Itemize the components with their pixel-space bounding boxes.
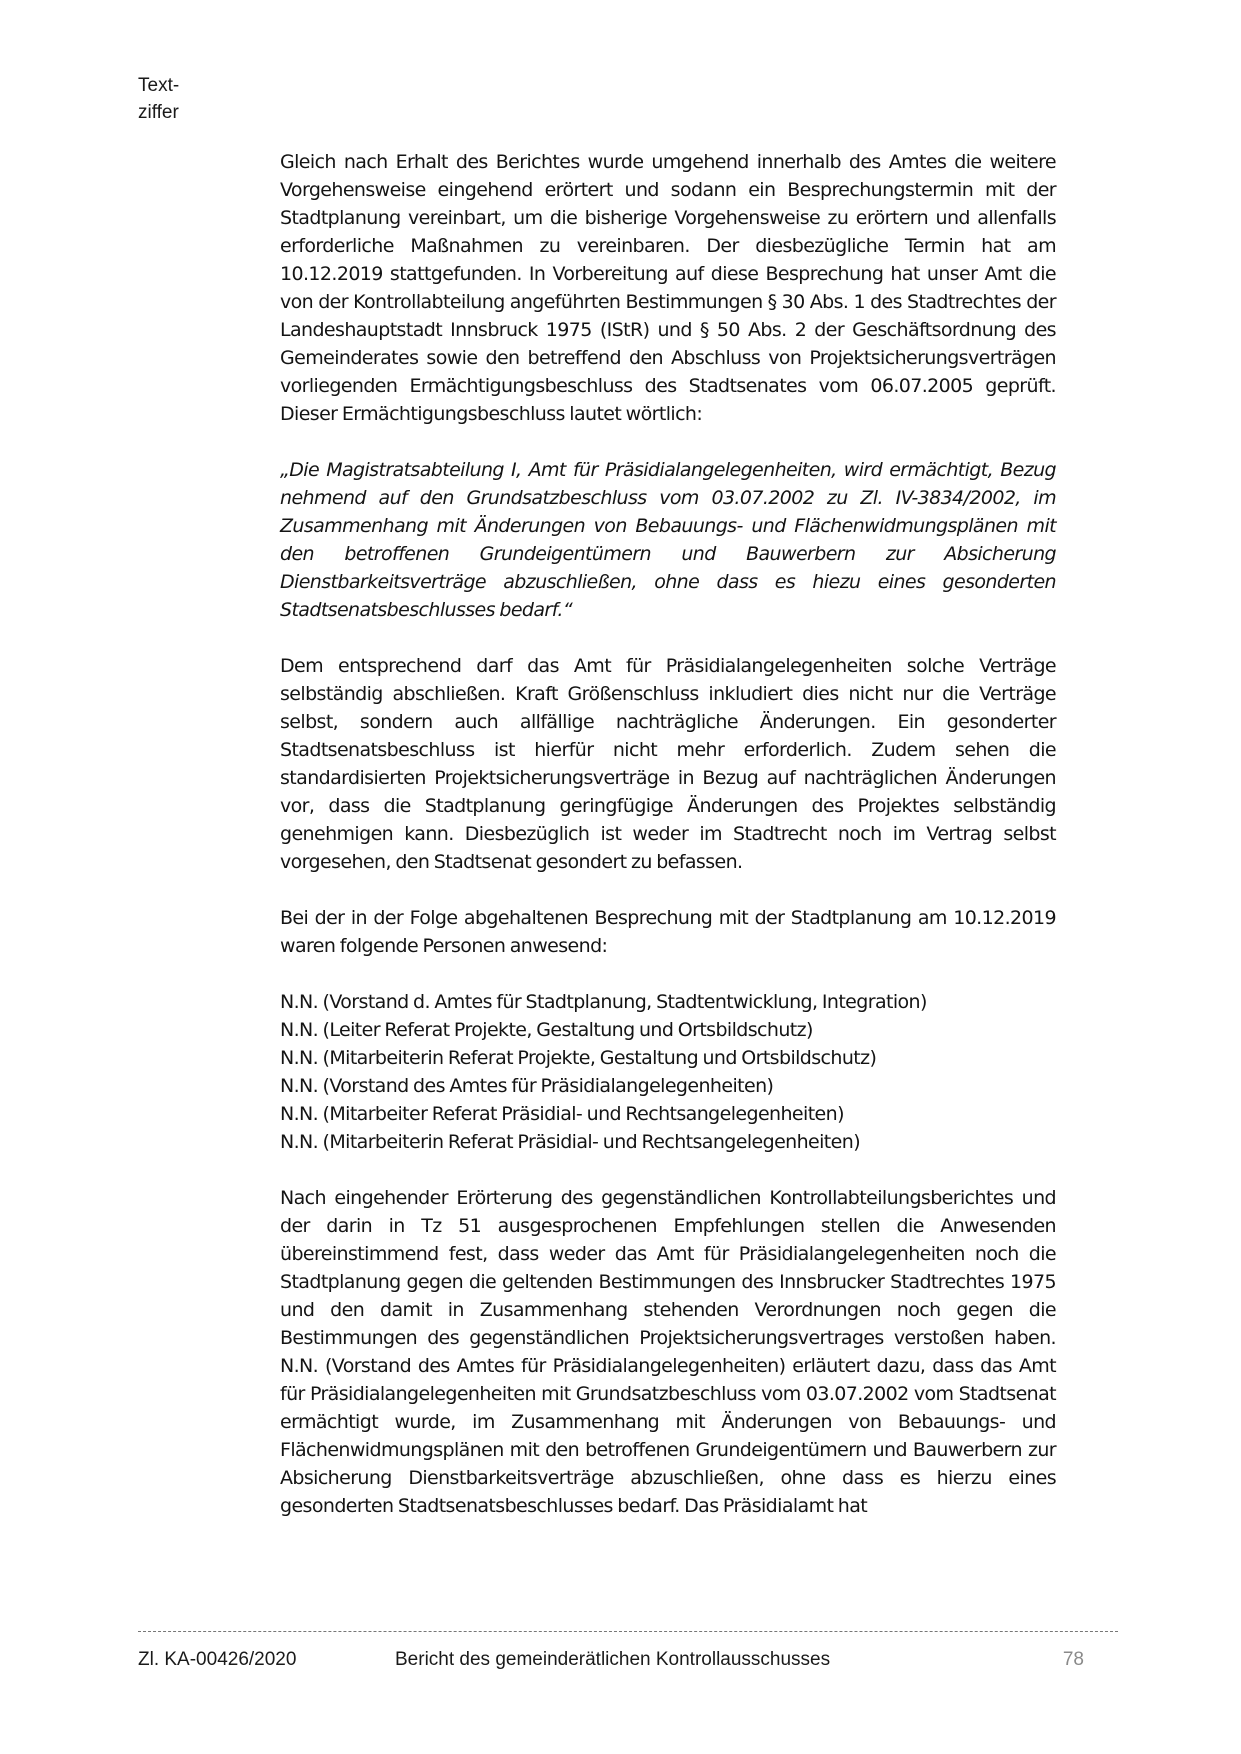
margin-label-line2: ziffer: [138, 102, 179, 123]
paragraph-meeting: Bei der in der Folge abgehaltenen Besprechung mit der Stadtplanung am 10.12.2019 waren folgende Personen anwesend:: [280, 907, 1056, 957]
footer-divider: [138, 1631, 1118, 1632]
paragraph-conclusion: Nach eingehender Erörterung des gegenständlichen Kontrollabteilungsberichtes und der darin in Tz 51 ausgesprochenen Empfehlungen stellen die Anwesenden übereinstimmend fest, dass weder das Amt für Präsidialangelegenheiten noch die Stadtplanung gegen die geltenden Bestimmungen des Innsbrucker Stadtrechtes 1975 und den damit in Zusammenhang stehenden Verordnungen noch gegen die Bestimmungen des gegenständlichen Projektsicherungsvertrages verstoßen haben. N.N. (Vorstand des Amtes für Präsidialangelegenheiten) erläutert dazu, dass das Amt für Präsidialangelegenheiten mit Grundsatzbeschluss vom 03.07.2002 vom Stadtsenat ermächtigt wurde, im Zusammenhang mit Änderungen von Bebauungs- und Flächenwidmungsplänen mit den betroffenen Grundeigentümern und Bauwerbern zur Absicherung Dienstbarkeitsverträge abzuschließen, ohne dass es hierzu eines gesonderten Stadtsenatsbeschlusses bedarf. Das Präsidialamt hat: [280, 1187, 1056, 1517]
margin-label-line1: Text-: [138, 75, 180, 96]
paragraph-authority: Dem entsprechend darf das Amt für Präsidialangelegenheiten solche Verträge selbständig abschließen. Kraft Größenschluss inkludiert dies nicht nur die Verträge selbst, sondern auch allfällige nachträgliche Änderungen. Ein gesonderter Stadtsenatsbeschluss ist hierfür nicht mehr erforderlich. Zudem sehen die standardisierten Projektsicherungsverträge in Bezug auf nachträglichen Änderungen vor, dass die Stadtplanung geringfügige Änderungen des Projektes selbständig genehmigen kann. Diesbezüglich ist weder im Stadtrecht noch im Vertrag selbst vorgesehen, den Stadtsenat gesondert zu befassen.: [280, 655, 1056, 873]
footer-title: Bericht des gemeinderätlichen Kontrollausschusses: [395, 1649, 831, 1670]
margin-label-textziffer: [138, 72, 179, 126]
attendee-item: N.N. (Vorstand des Amtes für Präsidialangelegenheiten): [280, 1075, 774, 1097]
quoted-resolution: „Die Magistratsabteilung I, Amt für Präsidialangelegenheiten, wird ermächtigt, Bezug nehmend auf den Grundsatzbeschluss vom 03.07.2002 zu Zl. IV-3834/2002, im Zusammenhang mit Änderungen von Bebauungs- und Flächenwidmungsplänen mit den betroffenen Grundeigentümern und Bauwerbern zur Absicherung Dienstbarkeitsverträge abzuschließen, ohne dass es hiezu eines gesonderten Stadtsenatsbeschlusses bedarf.“: [280, 459, 1056, 621]
paragraph-intro: Gleich nach Erhalt des Berichtes wurde umgehend innerhalb des Amtes die weitere Vorgehensweise eingehend erörtert und sodann ein Besprechungstermin mit der Stadtplanung vereinbart, um die bisherige Vorgehensweise zu erörtern und allenfalls erforderliche Maßnahmen zu vereinbaren. Der diesbezügliche Termin hat am 10.12.2019 stattgefunden. In Vorbereitung auf diese Besprechung hat unser Amt die von der Kontrollabteilung angeführten Bestimmungen § 30 Abs. 1 des Stadtrechtes der Landeshauptstadt Innsbruck 1975 (IStR) und § 50 Abs. 2 der Geschäftsordnung des Gemeinderates sowie den betreffend den Abschluss von Projektsicherungsverträgen vorliegenden Ermächtigungsbeschluss des Stadtsenates vom 06.07.2005 geprüft. Dieser Ermächtigungsbeschluss lautet wörtlich:: [280, 151, 1056, 425]
attendee-item: N.N. (Mitarbeiterin Referat Präsidial- und Rechtsangelegenheiten): [280, 1131, 861, 1153]
attendee-item: N.N. (Mitarbeiterin Referat Projekte, Gestaltung und Ortsbildschutz): [280, 1047, 877, 1069]
body-text: [280, 148, 1056, 1548]
page-number: 78: [1062, 1649, 1084, 1670]
attendee-item: N.N. (Vorstand d. Amtes für Stadtplanung, Stadtentwicklung, Integration): [280, 991, 927, 1013]
attendee-item: N.N. (Mitarbeiter Referat Präsidial- und Rechtsangelegenheiten): [280, 1103, 844, 1125]
footer-reference: Zl. KA-00426/2020: [138, 1649, 297, 1670]
attendee-list: [280, 988, 1056, 1156]
attendee-item: N.N. (Leiter Referat Projekte, Gestaltung und Ortsbildschutz): [280, 1019, 813, 1041]
page-footer: [138, 1649, 1118, 1679]
